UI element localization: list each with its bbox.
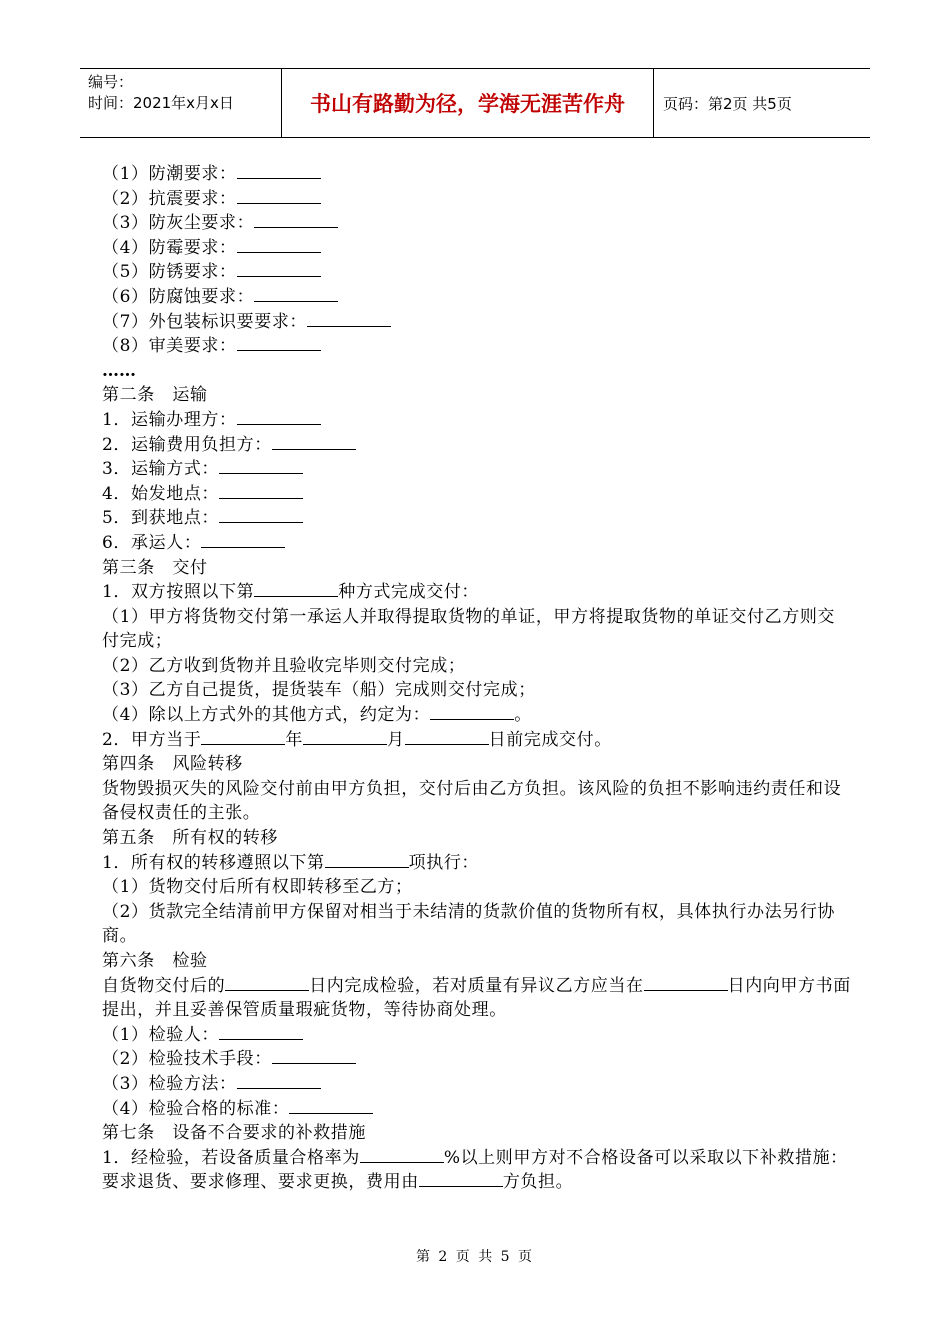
paragraph: （2）乙方收到货物并且验收完毕则交付完成； — [102, 655, 466, 676]
document-body — [102, 162, 852, 1195]
ellipsis: …… — [102, 360, 136, 381]
list-item: （3）防灰尘要求： — [102, 211, 852, 236]
fill-blank — [289, 1098, 373, 1114]
paragraph: 1．所有权的转移遵照以下第 项执行： — [102, 852, 480, 873]
page-header — [80, 68, 870, 138]
fill-blank — [360, 1147, 444, 1163]
header-meta — [80, 69, 282, 137]
page-footer: 第 2 页 共 5 页 — [415, 1249, 535, 1265]
fill-blank — [254, 286, 338, 302]
list-item: （4）检验合格的标准： — [102, 1097, 852, 1122]
fill-blank — [254, 581, 338, 597]
fill-blank — [237, 237, 321, 253]
list-item: 6．承运人： — [102, 531, 852, 556]
fill-blank — [325, 852, 409, 868]
paragraph: 自货物交付后的 日内完成检验，若对质量有异议乙方应当在 日内向甲方书面提出，并且妥善保管质量瑕疵货物，等待协商处理。 — [102, 975, 851, 1021]
paragraph: （3）乙方自己提货，提货装车（船）完成则交付完成； — [102, 680, 536, 701]
article-title: 第二条 运输 — [102, 385, 208, 406]
list-item: （5）防锈要求： — [102, 260, 852, 285]
fill-blank — [237, 409, 321, 425]
list-item: （2）抗震要求： — [102, 187, 852, 212]
list-item: 5．到获地点： — [102, 506, 852, 531]
paragraph: （1）甲方将货物交付第一承运人并取得提取货物的单证，甲方将提取货物的单证交付乙方则交付完成； — [102, 606, 836, 652]
list-item: （4）防霉要求： — [102, 236, 852, 261]
list-item: （3）检验方法： — [102, 1072, 852, 1097]
paragraph: 1．经检验，若设备质量合格率为 %以上则甲方对不合格设备可以采取以下补救措施：要求退货、要求修理、要求更换，费用由 方负担。 — [102, 1147, 848, 1193]
paragraph: （1）货物交付后所有权即转移至乙方； — [102, 877, 413, 898]
fill-blank — [201, 729, 285, 745]
paragraph: 2．甲方当于 年 月 日前完成交付。 — [102, 729, 612, 750]
time-label: 时间：2021年x月x日 — [88, 94, 234, 112]
fill-blank — [303, 729, 387, 745]
fill-blank — [272, 1048, 356, 1064]
fill-blank — [237, 335, 321, 351]
article-title: 第七条 设备不合要求的补救措施 — [102, 1123, 366, 1144]
fill-blank — [219, 483, 303, 499]
list-item: （7）外包装标识要要求： — [102, 310, 852, 335]
fill-blank — [272, 434, 356, 450]
fill-blank — [644, 975, 728, 991]
fill-blank — [307, 311, 391, 327]
article-title: 第五条 所有权的转移 — [102, 828, 278, 849]
paragraph: 1．双方按照以下第 种方式完成交付： — [102, 582, 480, 603]
list-item: 1．运输办理方： — [102, 408, 852, 433]
fill-blank — [237, 163, 321, 179]
fill-blank — [254, 212, 338, 228]
list-item: （1）防潮要求： — [102, 162, 852, 187]
fill-blank — [219, 458, 303, 474]
paragraph: （4）除以上方式外的其他方式，约定为： 。 — [102, 705, 532, 726]
list-item: 2．运输费用负担方： — [102, 433, 852, 458]
article-title: 第三条 交付 — [102, 557, 208, 578]
header-motto: 书山有路勤为径，学海无涯苦作舟 — [282, 69, 654, 137]
article-title: 第六条 检验 — [102, 951, 208, 971]
fill-blank — [219, 1024, 303, 1040]
fill-blank — [225, 975, 309, 991]
list-item: 3．运输方式： — [102, 457, 852, 482]
fill-blank — [405, 729, 489, 745]
fill-blank — [201, 532, 285, 548]
article-title: 第四条 风险转移 — [102, 754, 243, 775]
fill-blank — [430, 704, 514, 720]
list-item: （8）审美要求： — [102, 334, 852, 359]
list-item: （6）防腐蚀要求： — [102, 285, 852, 310]
list-item: （1）检验人： — [102, 1023, 852, 1048]
paragraph: 货物毁损灭失的风险交付前由甲方负担，交付后由乙方负担。该风险的负担不影响违约责任和设备侵权责任的主张。 — [102, 778, 842, 824]
fill-blank — [237, 1073, 321, 1089]
fill-blank — [237, 188, 321, 204]
header-page-info: 页码：第2页 共5页 — [663, 94, 792, 113]
paragraph: （2）货款完全结清前甲方保留对相当于未结清的货款价值的货物所有权，具体执行办法另行协商。 — [102, 901, 836, 947]
fill-blank — [219, 507, 303, 523]
list-item: 4．始发地点： — [102, 482, 852, 507]
fill-blank — [419, 1171, 503, 1187]
fill-blank — [237, 261, 321, 277]
list-item: （2）检验技术手段： — [102, 1047, 852, 1072]
number-label: 编号： — [88, 73, 134, 91]
